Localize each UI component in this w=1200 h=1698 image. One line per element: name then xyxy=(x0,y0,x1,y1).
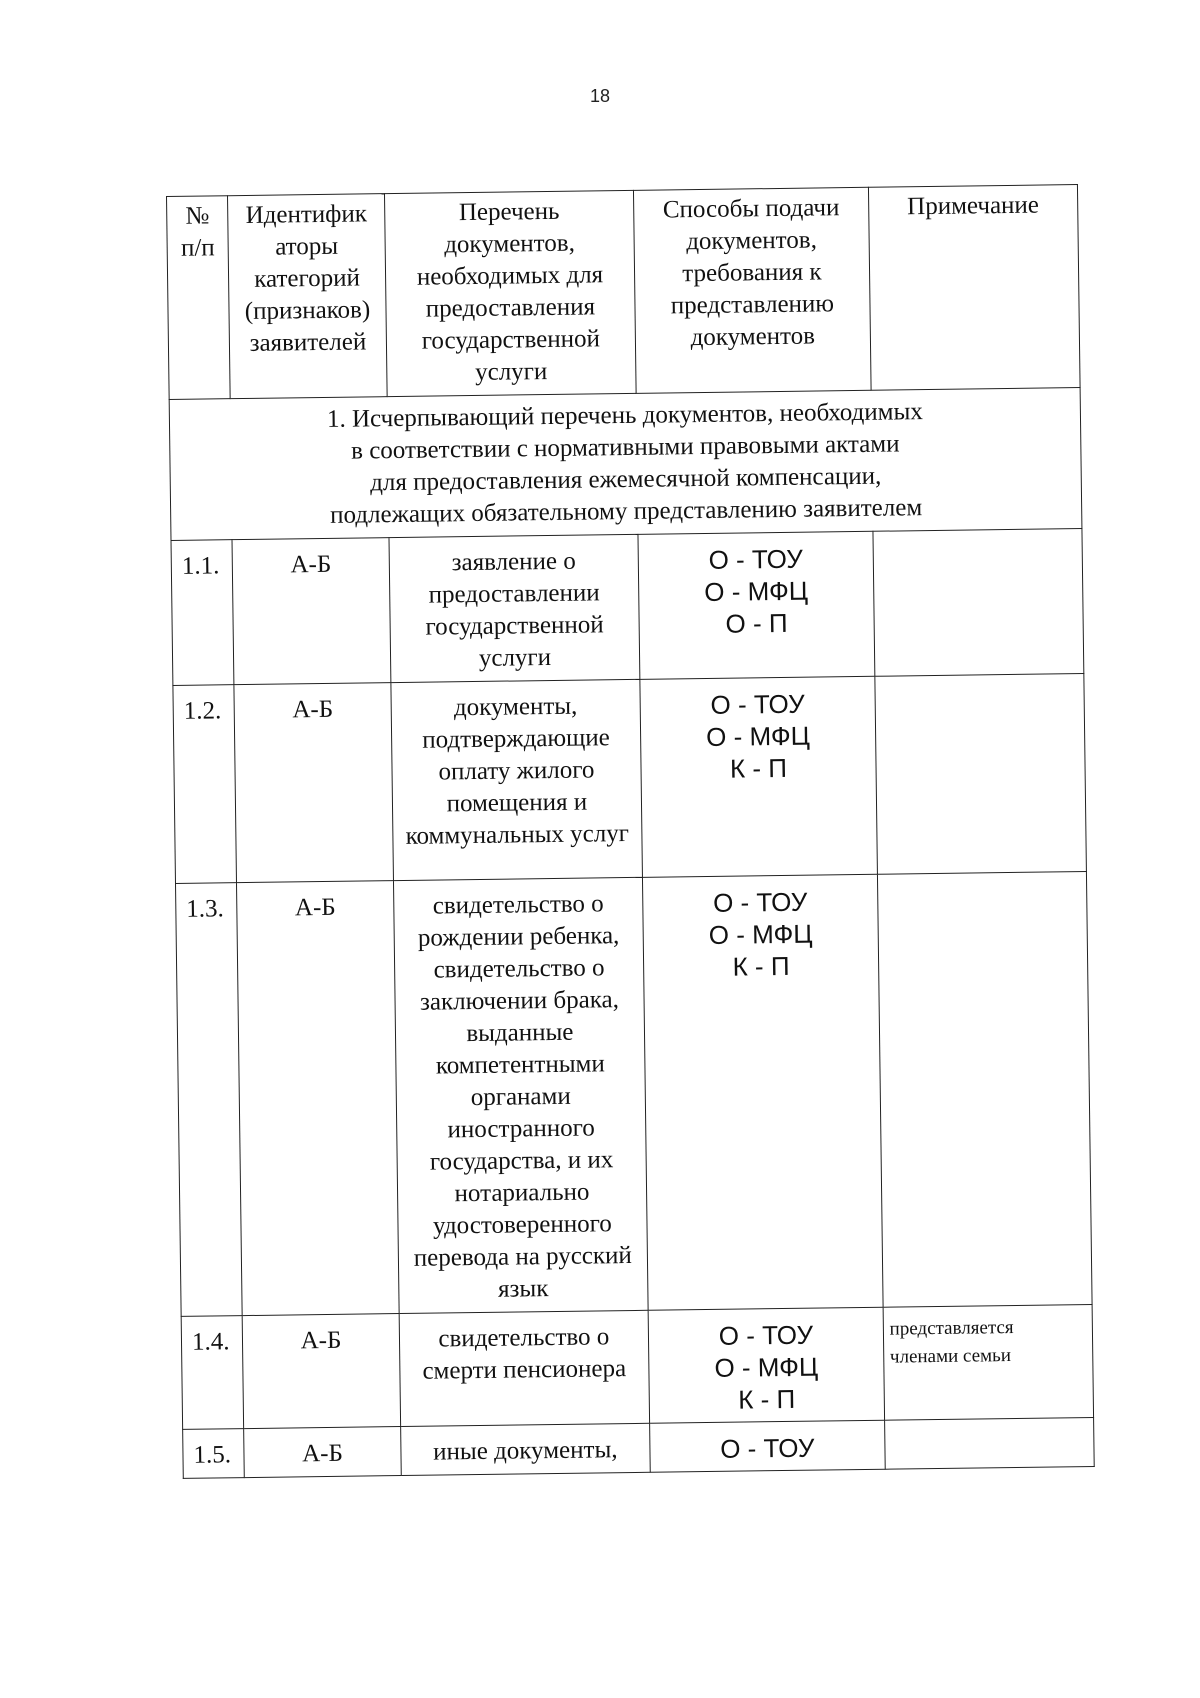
submission-method: О - П xyxy=(725,607,788,639)
row-submission-methods xyxy=(648,1307,884,1423)
submission-method: О - МФЦ xyxy=(705,720,811,752)
header-identifiers: Идентифик аторы категорий (признаков) заявителей xyxy=(228,194,387,399)
row-note xyxy=(877,872,1092,1308)
submission-method: К - П xyxy=(729,752,788,784)
submission-method: О - МФЦ xyxy=(708,918,813,950)
section-title-line: подлежащих обязательному представлению заявителем xyxy=(329,494,923,529)
section-title-line: для предоставления ежемесячной компенсации, xyxy=(369,462,882,497)
header-document-list: Перечень документов, необходимых для предоставления государственной услуги xyxy=(384,190,636,396)
row-document: свидетельство о рождении ребенка, свидетельство о заключении брака, выданные компетентными органами иностранного государства, и их нотариально удостоверенного перевода на русский язык xyxy=(393,877,648,1313)
row-note xyxy=(884,1417,1094,1469)
row-note: представляется членами семьи xyxy=(883,1304,1094,1420)
row-number: 1.5. xyxy=(183,1429,245,1479)
section-title-line: 1. Исчерпывающий перечень документов, необходимых xyxy=(326,398,923,433)
submission-method: О - ТОУ xyxy=(720,1432,815,1464)
table-header-row xyxy=(167,185,1081,400)
header-submission-methods: Способы подачи документов, требования к представлению документов xyxy=(634,187,871,393)
submission-method: О - МФЦ xyxy=(704,575,809,607)
row-document: документы, подтверждающие оплату жилого помещения и коммунальных услуг xyxy=(391,679,643,880)
row-identifier: А-Б xyxy=(237,881,399,1316)
table-row xyxy=(181,1304,1093,1429)
row-number: 1.1. xyxy=(171,540,234,686)
table-row xyxy=(171,529,1084,686)
row-submission-methods xyxy=(643,874,883,1310)
section-title-line: в соответствии с нормативными правовыми актами xyxy=(351,430,900,465)
submission-method: О - ТОУ xyxy=(712,886,808,918)
section-row xyxy=(169,388,1082,541)
row-identifier: А-Б xyxy=(232,538,390,685)
submission-method: О - ТОУ xyxy=(710,688,805,720)
submission-method: О - ТОУ xyxy=(708,543,804,575)
row-document: иные документы, xyxy=(400,1423,650,1475)
table-row xyxy=(173,674,1087,884)
header-number: № п/п xyxy=(167,196,231,400)
row-document: свидетельство о смерти пенсионера xyxy=(399,1310,650,1426)
row-identifier: А-Б xyxy=(234,683,393,883)
row-identifier: А-Б xyxy=(242,1314,400,1429)
row-submission-methods xyxy=(640,676,877,877)
row-number: 1.3. xyxy=(175,883,242,1317)
table-row xyxy=(175,872,1092,1317)
section-title xyxy=(169,388,1082,541)
row-submission-methods xyxy=(650,1420,885,1472)
row-number: 1.4. xyxy=(181,1316,244,1430)
row-number: 1.2. xyxy=(173,685,237,884)
table-row xyxy=(183,1417,1095,1478)
submission-method: О - МФЦ xyxy=(714,1351,819,1383)
submission-method: К - П xyxy=(732,950,790,982)
row-identifier: А-Б xyxy=(244,1427,401,1478)
page-number: 18 xyxy=(589,86,611,106)
row-document: заявление о предоставлении государственной услуги xyxy=(389,534,640,682)
row-note xyxy=(873,529,1084,677)
row-note xyxy=(875,674,1087,875)
documents-table xyxy=(166,184,1095,1479)
submission-method: О - ТОУ xyxy=(718,1319,814,1351)
row-submission-methods xyxy=(638,531,874,679)
header-note: Примечание xyxy=(868,185,1080,391)
submission-method: К - П xyxy=(738,1383,796,1415)
